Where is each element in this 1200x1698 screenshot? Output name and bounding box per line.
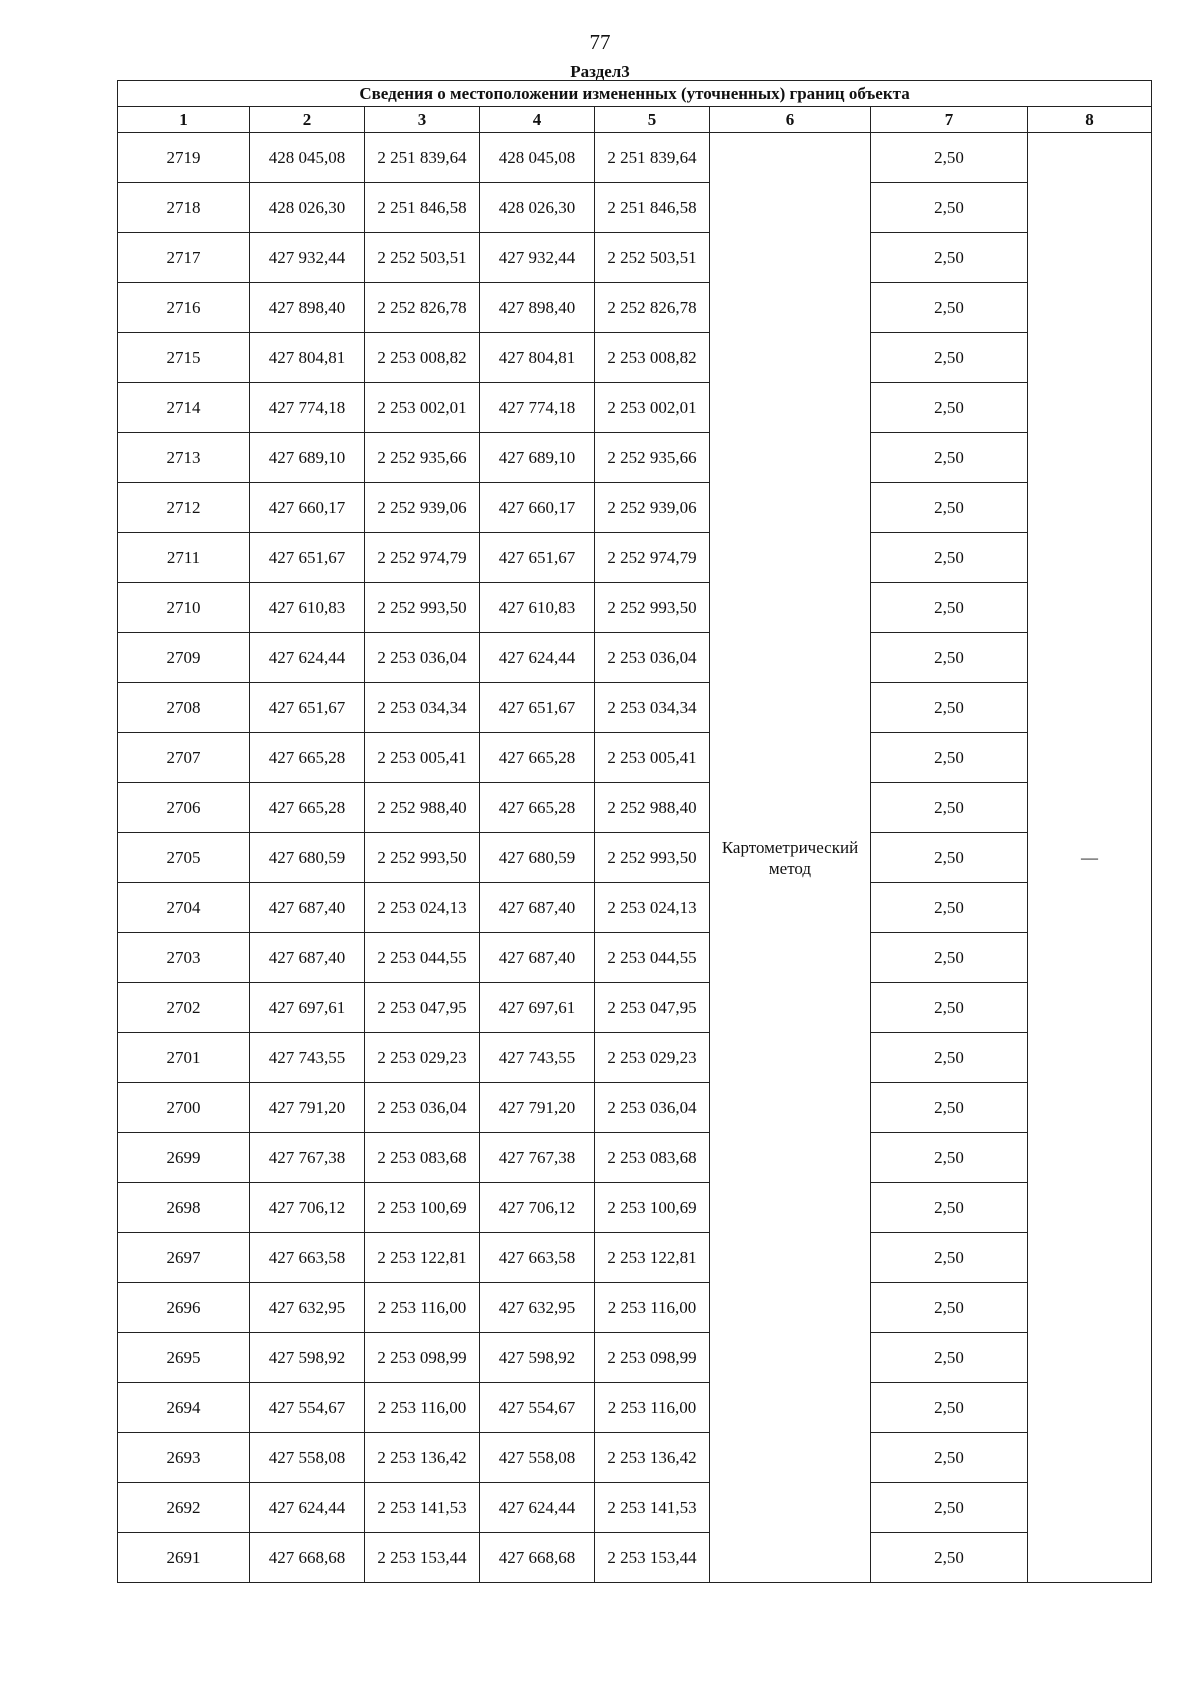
y-coord-cell: 2 253 141,53 bbox=[365, 1483, 480, 1533]
x-coord-cell: 427 689,10 bbox=[480, 433, 595, 483]
table-row bbox=[118, 1483, 1152, 1533]
table-caption-row bbox=[118, 81, 1152, 107]
y-coord-cell: 2 253 116,00 bbox=[595, 1383, 710, 1433]
table-caption: Сведения о местоположении измененных (уточненных) границ объекта bbox=[118, 81, 1152, 107]
x-coord-cell: 427 774,18 bbox=[250, 383, 365, 433]
y-coord-cell: 2 251 846,58 bbox=[365, 183, 480, 233]
column-header: 6 bbox=[710, 107, 871, 133]
table-row bbox=[118, 733, 1152, 783]
x-coord-cell: 427 660,17 bbox=[480, 483, 595, 533]
x-coord-cell: 427 624,44 bbox=[250, 1483, 365, 1533]
point-number-cell: 2693 bbox=[118, 1433, 250, 1483]
accuracy-cell: 2,50 bbox=[871, 833, 1028, 883]
point-number-cell: 2697 bbox=[118, 1233, 250, 1283]
accuracy-cell: 2,50 bbox=[871, 883, 1028, 933]
point-number-cell: 2705 bbox=[118, 833, 250, 883]
y-coord-cell: 2 253 034,34 bbox=[365, 683, 480, 733]
y-coord-cell: 2 253 008,82 bbox=[595, 333, 710, 383]
table-row bbox=[118, 1433, 1152, 1483]
accuracy-cell: 2,50 bbox=[871, 283, 1028, 333]
point-number-cell: 2699 bbox=[118, 1133, 250, 1183]
point-number-cell: 2717 bbox=[118, 233, 250, 283]
point-number-cell: 2704 bbox=[118, 883, 250, 933]
x-coord-cell: 427 743,55 bbox=[250, 1033, 365, 1083]
accuracy-cell: 2,50 bbox=[871, 1433, 1028, 1483]
x-coord-cell: 427 804,81 bbox=[480, 333, 595, 383]
x-coord-cell: 427 554,67 bbox=[480, 1383, 595, 1433]
point-number-cell: 2718 bbox=[118, 183, 250, 233]
x-coord-cell: 427 687,40 bbox=[480, 883, 595, 933]
point-number-cell: 2711 bbox=[118, 533, 250, 583]
x-coord-cell: 427 632,95 bbox=[250, 1283, 365, 1333]
point-number-cell: 2691 bbox=[118, 1533, 250, 1583]
x-coord-cell: 427 898,40 bbox=[480, 283, 595, 333]
accuracy-cell: 2,50 bbox=[871, 183, 1028, 233]
point-number-cell: 2701 bbox=[118, 1033, 250, 1083]
x-coord-cell: 427 774,18 bbox=[480, 383, 595, 433]
table-row bbox=[118, 133, 1152, 183]
table-row bbox=[118, 1183, 1152, 1233]
x-coord-cell: 427 665,28 bbox=[480, 733, 595, 783]
accuracy-cell: 2,50 bbox=[871, 1283, 1028, 1333]
x-coord-cell: 427 610,83 bbox=[480, 583, 595, 633]
x-coord-cell: 427 665,28 bbox=[480, 783, 595, 833]
y-coord-cell: 2 252 993,50 bbox=[595, 833, 710, 883]
x-coord-cell: 427 767,38 bbox=[480, 1133, 595, 1183]
dash-cell: — bbox=[1028, 133, 1152, 1583]
column-header: 3 bbox=[365, 107, 480, 133]
x-coord-cell: 427 898,40 bbox=[250, 283, 365, 333]
point-number-cell: 2714 bbox=[118, 383, 250, 433]
y-coord-cell: 2 253 005,41 bbox=[365, 733, 480, 783]
point-number-cell: 2692 bbox=[118, 1483, 250, 1533]
x-coord-cell: 427 689,10 bbox=[250, 433, 365, 483]
y-coord-cell: 2 252 993,50 bbox=[365, 833, 480, 883]
table-row bbox=[118, 1283, 1152, 1333]
x-coord-cell: 427 687,40 bbox=[480, 933, 595, 983]
y-coord-cell: 2 251 846,58 bbox=[595, 183, 710, 233]
accuracy-cell: 2,50 bbox=[871, 1533, 1028, 1583]
y-coord-cell: 2 253 002,01 bbox=[365, 383, 480, 433]
point-number-cell: 2703 bbox=[118, 933, 250, 983]
x-coord-cell: 427 624,44 bbox=[480, 1483, 595, 1533]
y-coord-cell: 2 253 100,69 bbox=[595, 1183, 710, 1233]
accuracy-cell: 2,50 bbox=[871, 383, 1028, 433]
y-coord-cell: 2 252 993,50 bbox=[365, 583, 480, 633]
x-coord-cell: 427 697,61 bbox=[250, 983, 365, 1033]
y-coord-cell: 2 252 939,06 bbox=[365, 483, 480, 533]
y-coord-cell: 2 251 839,64 bbox=[595, 133, 710, 183]
table-row bbox=[118, 1033, 1152, 1083]
accuracy-cell: 2,50 bbox=[871, 333, 1028, 383]
y-coord-cell: 2 253 100,69 bbox=[365, 1183, 480, 1233]
table-row bbox=[118, 633, 1152, 683]
y-coord-cell: 2 253 116,00 bbox=[365, 1383, 480, 1433]
y-coord-cell: 2 252 826,78 bbox=[595, 283, 710, 333]
column-header: 7 bbox=[871, 107, 1028, 133]
x-coord-cell: 427 706,12 bbox=[250, 1183, 365, 1233]
point-number-cell: 2707 bbox=[118, 733, 250, 783]
accuracy-cell: 2,50 bbox=[871, 1083, 1028, 1133]
table-row bbox=[118, 183, 1152, 233]
x-coord-cell: 427 743,55 bbox=[480, 1033, 595, 1083]
accuracy-cell: 2,50 bbox=[871, 933, 1028, 983]
table-row bbox=[118, 333, 1152, 383]
x-coord-cell: 427 651,67 bbox=[480, 683, 595, 733]
page-number: 77 bbox=[589, 30, 611, 54]
point-number-cell: 2710 bbox=[118, 583, 250, 633]
accuracy-cell: 2,50 bbox=[871, 1033, 1028, 1083]
y-coord-cell: 2 253 122,81 bbox=[595, 1233, 710, 1283]
point-number-cell: 2712 bbox=[118, 483, 250, 533]
x-coord-cell: 427 651,67 bbox=[480, 533, 595, 583]
boundary-coordinates-table bbox=[117, 80, 1152, 1583]
x-coord-cell: 427 651,67 bbox=[250, 533, 365, 583]
point-number-cell: 2716 bbox=[118, 283, 250, 333]
accuracy-cell: 2,50 bbox=[871, 1333, 1028, 1383]
table-row bbox=[118, 533, 1152, 583]
accuracy-cell: 2,50 bbox=[871, 233, 1028, 283]
table-row bbox=[118, 1383, 1152, 1433]
y-coord-cell: 2 253 116,00 bbox=[365, 1283, 480, 1333]
x-coord-cell: 427 665,28 bbox=[250, 733, 365, 783]
table-row bbox=[118, 1533, 1152, 1583]
x-coord-cell: 427 663,58 bbox=[250, 1233, 365, 1283]
y-coord-cell: 2 253 036,04 bbox=[595, 633, 710, 683]
y-coord-cell: 2 253 024,13 bbox=[595, 883, 710, 933]
table-row bbox=[118, 1133, 1152, 1183]
x-coord-cell: 427 632,95 bbox=[480, 1283, 595, 1333]
y-coord-cell: 2 253 008,82 bbox=[365, 333, 480, 383]
x-coord-cell: 427 804,81 bbox=[250, 333, 365, 383]
y-coord-cell: 2 253 002,01 bbox=[595, 383, 710, 433]
point-number-cell: 2708 bbox=[118, 683, 250, 733]
x-coord-cell: 427 706,12 bbox=[480, 1183, 595, 1233]
table-row bbox=[118, 783, 1152, 833]
x-coord-cell: 427 767,38 bbox=[250, 1133, 365, 1183]
y-coord-cell: 2 253 036,04 bbox=[365, 1083, 480, 1133]
column-numbers-row bbox=[118, 107, 1152, 133]
point-number-cell: 2713 bbox=[118, 433, 250, 483]
y-coord-cell: 2 253 024,13 bbox=[365, 883, 480, 933]
table-row bbox=[118, 583, 1152, 633]
y-coord-cell: 2 251 839,64 bbox=[365, 133, 480, 183]
column-header: 8 bbox=[1028, 107, 1152, 133]
x-coord-cell: 427 651,67 bbox=[250, 683, 365, 733]
y-coord-cell: 2 252 939,06 bbox=[595, 483, 710, 533]
x-coord-cell: 427 697,61 bbox=[480, 983, 595, 1033]
x-coord-cell: 427 668,68 bbox=[480, 1533, 595, 1583]
accuracy-cell: 2,50 bbox=[871, 1233, 1028, 1283]
table-row bbox=[118, 983, 1152, 1033]
y-coord-cell: 2 252 988,40 bbox=[595, 783, 710, 833]
column-header: 1 bbox=[118, 107, 250, 133]
x-coord-cell: 427 660,17 bbox=[250, 483, 365, 533]
y-coord-cell: 2 253 122,81 bbox=[365, 1233, 480, 1283]
x-coord-cell: 427 687,40 bbox=[250, 933, 365, 983]
table-row bbox=[118, 883, 1152, 933]
accuracy-cell: 2,50 bbox=[871, 533, 1028, 583]
y-coord-cell: 2 252 974,79 bbox=[595, 533, 710, 583]
accuracy-cell: 2,50 bbox=[871, 983, 1028, 1033]
point-number-cell: 2698 bbox=[118, 1183, 250, 1233]
y-coord-cell: 2 253 153,44 bbox=[365, 1533, 480, 1583]
x-coord-cell: 428 026,30 bbox=[250, 183, 365, 233]
x-coord-cell: 427 932,44 bbox=[480, 233, 595, 283]
table-row bbox=[118, 383, 1152, 433]
accuracy-cell: 2,50 bbox=[871, 433, 1028, 483]
column-header: 4 bbox=[480, 107, 595, 133]
y-coord-cell: 2 252 974,79 bbox=[365, 533, 480, 583]
point-number-cell: 2709 bbox=[118, 633, 250, 683]
x-coord-cell: 427 680,59 bbox=[250, 833, 365, 883]
x-coord-cell: 427 791,20 bbox=[250, 1083, 365, 1133]
y-coord-cell: 2 253 116,00 bbox=[595, 1283, 710, 1333]
y-coord-cell: 2 253 044,55 bbox=[595, 933, 710, 983]
y-coord-cell: 2 252 826,78 bbox=[365, 283, 480, 333]
point-number-cell: 2694 bbox=[118, 1383, 250, 1433]
table-row bbox=[118, 283, 1152, 333]
table-row bbox=[118, 233, 1152, 283]
table-row bbox=[118, 483, 1152, 533]
x-coord-cell: 428 045,08 bbox=[250, 133, 365, 183]
table-row bbox=[118, 683, 1152, 733]
x-coord-cell: 427 558,08 bbox=[250, 1433, 365, 1483]
accuracy-cell: 2,50 bbox=[871, 1483, 1028, 1533]
accuracy-cell: 2,50 bbox=[871, 1133, 1028, 1183]
y-coord-cell: 2 253 136,42 bbox=[595, 1433, 710, 1483]
column-header: 5 bbox=[595, 107, 710, 133]
table-row bbox=[118, 433, 1152, 483]
table-row bbox=[118, 1333, 1152, 1383]
y-coord-cell: 2 253 153,44 bbox=[595, 1533, 710, 1583]
y-coord-cell: 2 252 503,51 bbox=[595, 233, 710, 283]
x-coord-cell: 427 663,58 bbox=[480, 1233, 595, 1283]
y-coord-cell: 2 253 034,34 bbox=[595, 683, 710, 733]
x-coord-cell: 427 665,28 bbox=[250, 783, 365, 833]
y-coord-cell: 2 253 083,68 bbox=[595, 1133, 710, 1183]
table-row bbox=[118, 1233, 1152, 1283]
accuracy-cell: 2,50 bbox=[871, 583, 1028, 633]
accuracy-cell: 2,50 bbox=[871, 1183, 1028, 1233]
y-coord-cell: 2 253 044,55 bbox=[365, 933, 480, 983]
table-row bbox=[118, 833, 1152, 883]
table-row bbox=[118, 1083, 1152, 1133]
point-number-cell: 2706 bbox=[118, 783, 250, 833]
accuracy-cell: 2,50 bbox=[871, 783, 1028, 833]
point-number-cell: 2715 bbox=[118, 333, 250, 383]
y-coord-cell: 2 253 098,99 bbox=[595, 1333, 710, 1383]
y-coord-cell: 2 252 993,50 bbox=[595, 583, 710, 633]
x-coord-cell: 427 598,92 bbox=[250, 1333, 365, 1383]
x-coord-cell: 428 026,30 bbox=[480, 183, 595, 233]
x-coord-cell: 427 558,08 bbox=[480, 1433, 595, 1483]
y-coord-cell: 2 252 503,51 bbox=[365, 233, 480, 283]
y-coord-cell: 2 253 036,04 bbox=[595, 1083, 710, 1133]
column-header: 2 bbox=[250, 107, 365, 133]
x-coord-cell: 427 932,44 bbox=[250, 233, 365, 283]
point-number-cell: 2696 bbox=[118, 1283, 250, 1333]
x-coord-cell: 427 687,40 bbox=[250, 883, 365, 933]
x-coord-cell: 427 624,44 bbox=[250, 633, 365, 683]
y-coord-cell: 2 253 029,23 bbox=[595, 1033, 710, 1083]
y-coord-cell: 2 253 047,95 bbox=[595, 983, 710, 1033]
accuracy-cell: 2,50 bbox=[871, 483, 1028, 533]
accuracy-cell: 2,50 bbox=[871, 733, 1028, 783]
accuracy-cell: 2,50 bbox=[871, 683, 1028, 733]
accuracy-cell: 2,50 bbox=[871, 133, 1028, 183]
y-coord-cell: 2 252 935,66 bbox=[365, 433, 480, 483]
y-coord-cell: 2 253 098,99 bbox=[365, 1333, 480, 1383]
accuracy-cell: 2,50 bbox=[871, 1383, 1028, 1433]
point-number-cell: 2695 bbox=[118, 1333, 250, 1383]
point-number-cell: 2700 bbox=[118, 1083, 250, 1133]
x-coord-cell: 427 668,68 bbox=[250, 1533, 365, 1583]
method-cell: Картометрический метод bbox=[710, 133, 871, 1583]
point-number-cell: 2719 bbox=[118, 133, 250, 183]
y-coord-cell: 2 253 036,04 bbox=[365, 633, 480, 683]
y-coord-cell: 2 253 136,42 bbox=[365, 1433, 480, 1483]
y-coord-cell: 2 253 083,68 bbox=[365, 1133, 480, 1183]
x-coord-cell: 427 554,67 bbox=[250, 1383, 365, 1433]
y-coord-cell: 2 253 047,95 bbox=[365, 983, 480, 1033]
table-row bbox=[118, 933, 1152, 983]
y-coord-cell: 2 252 935,66 bbox=[595, 433, 710, 483]
x-coord-cell: 427 598,92 bbox=[480, 1333, 595, 1383]
x-coord-cell: 427 624,44 bbox=[480, 633, 595, 683]
y-coord-cell: 2 253 029,23 bbox=[365, 1033, 480, 1083]
y-coord-cell: 2 253 141,53 bbox=[595, 1483, 710, 1533]
x-coord-cell: 427 610,83 bbox=[250, 583, 365, 633]
section-title: Раздел3 bbox=[570, 62, 630, 81]
y-coord-cell: 2 253 005,41 bbox=[595, 733, 710, 783]
point-number-cell: 2702 bbox=[118, 983, 250, 1033]
accuracy-cell: 2,50 bbox=[871, 633, 1028, 683]
x-coord-cell: 427 680,59 bbox=[480, 833, 595, 883]
x-coord-cell: 427 791,20 bbox=[480, 1083, 595, 1133]
y-coord-cell: 2 252 988,40 bbox=[365, 783, 480, 833]
x-coord-cell: 428 045,08 bbox=[480, 133, 595, 183]
